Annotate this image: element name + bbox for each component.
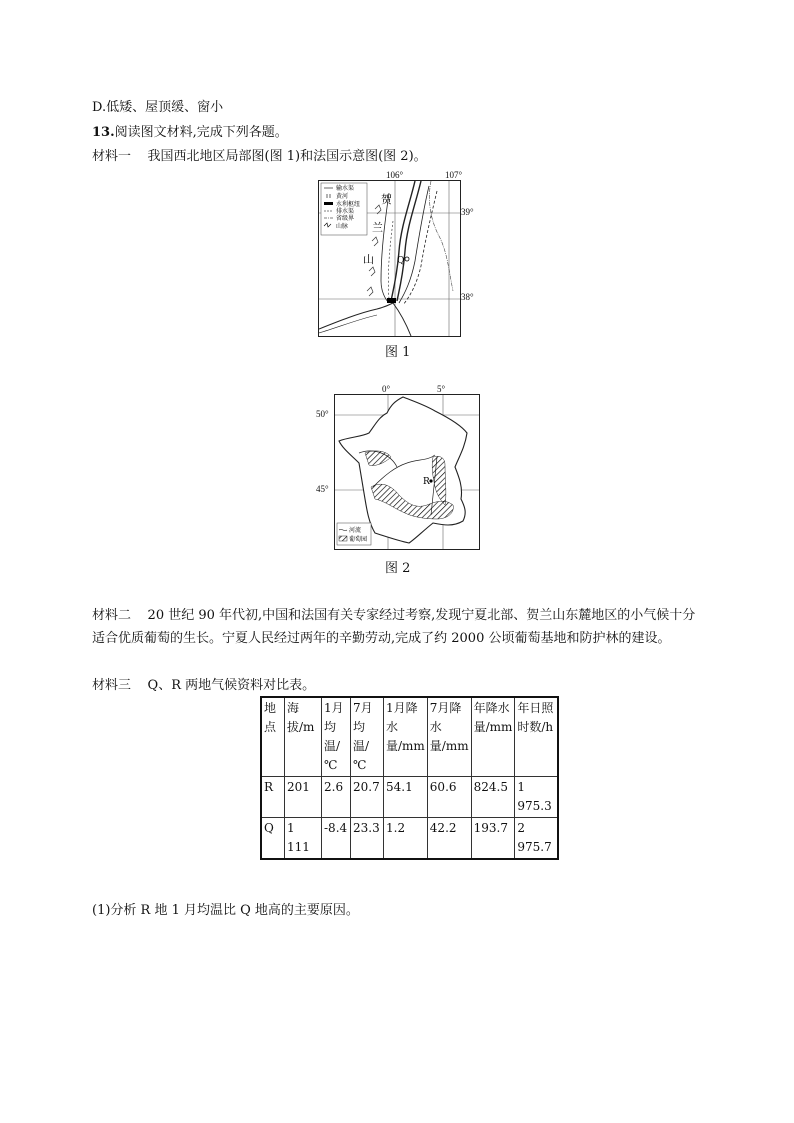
option-d: D.低矮、屋顶缓、窗小 <box>92 100 224 115</box>
material-1-text: 我国西北地区局部图(图 1)和法国示意图(图 2)。 <box>147 149 427 164</box>
table-header: 年降水量/mm <box>471 697 515 777</box>
fig1-legend-drain: 排水渠 <box>336 208 355 215</box>
table-header: 7月均温/℃ <box>351 697 384 777</box>
fig2-lon-0: 0° <box>382 384 391 394</box>
table-row <box>261 777 558 818</box>
table-cell: 60.6 <box>427 777 471 818</box>
material-1-label: 材料一 <box>92 149 132 164</box>
fig2-caption: 图 2 <box>385 561 411 576</box>
table-cell: 42.2 <box>427 818 471 860</box>
table-cell: 193.7 <box>471 818 515 860</box>
fig1-legend-canal: 输水渠 <box>336 185 355 192</box>
question-1: (1)分析 R 地 1 月均温比 Q 地高的主要原因。 <box>92 903 359 918</box>
table-cell: 1.2 <box>384 818 428 860</box>
fig1-map-drawing <box>319 181 460 336</box>
material-2-text: 20 世纪 90 年代初,中国和法国有关专家经过考察,发现宁夏北部、贺兰山东麓地区的小气候十分适合优质葡萄的生长。宁夏人民经过两年的辛勤劳动,完成了约 2000 公顷葡萄基地和防护林的建设。 <box>92 608 696 646</box>
table-cell: 23.3 <box>351 818 384 860</box>
table-cell: 201 <box>285 777 322 818</box>
table-cell: 1 111 <box>285 818 322 860</box>
fig1-legend-dam: 水利枢纽 <box>336 201 361 208</box>
material-2-label: 材料二 <box>92 608 132 623</box>
fig1-label-lan: 兰 <box>372 221 383 234</box>
fig1-lat-39: 39° <box>461 207 474 217</box>
table-cell: 824.5 <box>471 777 515 818</box>
fig1-label-he: 贺 <box>381 193 392 206</box>
material-3-label: 材料三 <box>92 678 132 693</box>
question-13 <box>92 124 288 142</box>
fig2-label-r: R <box>423 477 430 487</box>
table-cell: -8.4 <box>322 818 351 860</box>
table-header: 地点 <box>261 697 285 777</box>
table-cell: Q <box>261 818 285 860</box>
table-cell: 1 975.3 <box>515 777 559 818</box>
table-header: 7月降水量/mm <box>427 697 471 777</box>
fig1-legend-mountain: 山脉 <box>336 223 349 230</box>
fig2-map-drawing <box>335 395 479 549</box>
table-cell: 2 975.7 <box>515 818 559 860</box>
fig1-caption: 图 1 <box>385 345 411 360</box>
fig1-label-shan: 山 <box>363 253 374 266</box>
material-3 <box>92 677 315 695</box>
question-number: 13. <box>92 125 115 140</box>
table-cell: R <box>261 777 285 818</box>
table-header: 年日照时数/h <box>515 697 559 777</box>
fig2-map <box>334 394 480 550</box>
table-row <box>261 818 558 860</box>
table-header: 海拔/m <box>285 697 322 777</box>
fig1-label-q: Q <box>397 256 405 266</box>
fig2-lon-5: 5° <box>437 384 446 394</box>
fig2-legend-river: 河流 <box>349 527 362 534</box>
table-cell: 2.6 <box>322 777 351 818</box>
fig2-lat-50: 50° <box>316 409 329 419</box>
fig1-lon-107: 107° <box>445 170 463 180</box>
material-3-text: Q、R 两地气候资料对比表。 <box>147 678 316 693</box>
table-header: 1月均温/℃ <box>322 697 351 777</box>
fig1-lon-106: 106° <box>386 170 404 180</box>
table-cell: 20.7 <box>351 777 384 818</box>
fig1-legend-border: 省级界 <box>336 215 355 222</box>
material-1 <box>92 148 427 166</box>
fig1-legend-river: 黄河 <box>336 193 349 200</box>
question-text: 阅读图文材料,完成下列各题。 <box>114 125 288 140</box>
climate-table <box>260 696 559 860</box>
fig1-lat-38: 38° <box>461 292 474 302</box>
table-header: 1月降水量/mm <box>384 697 428 777</box>
fig2-lat-45: 45° <box>316 484 329 494</box>
table-cell: 54.1 <box>384 777 428 818</box>
material-2 <box>92 604 702 650</box>
table-header-row <box>261 697 558 777</box>
fig1-map <box>318 180 461 337</box>
fig2-legend-vineyard: 葡萄园 <box>349 536 368 543</box>
